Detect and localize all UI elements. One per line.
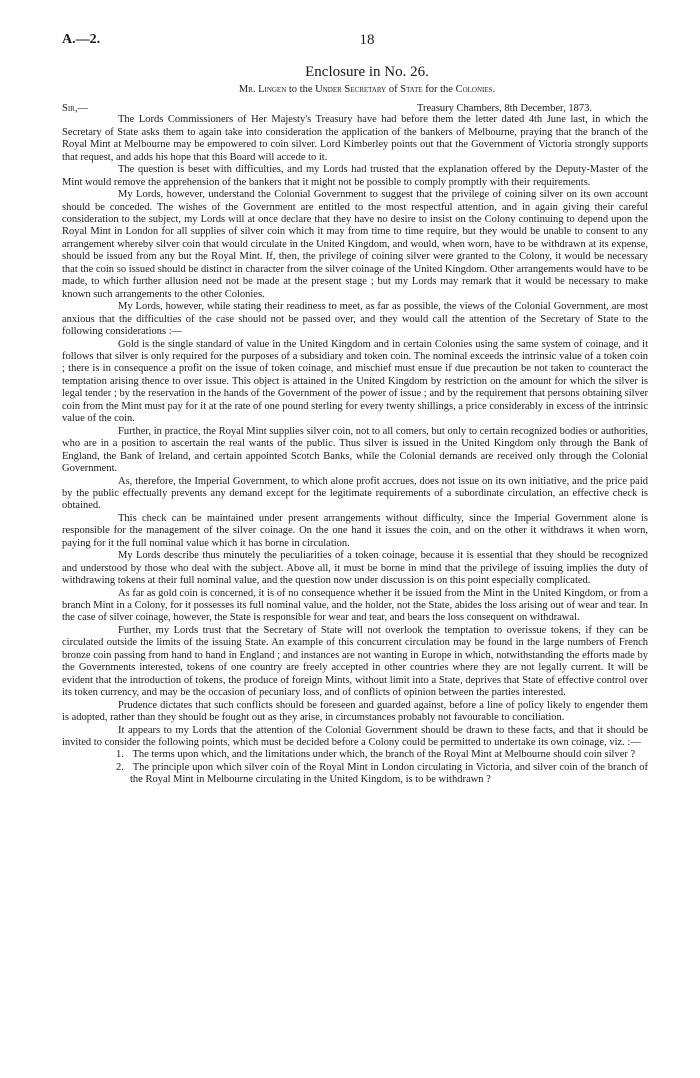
letter-heading <box>86 84 648 96</box>
list-item <box>116 749 648 761</box>
heading-state: State <box>400 84 423 96</box>
letter-body <box>62 114 649 786</box>
list-item-number: 2. <box>116 761 124 773</box>
paragraph: As far as gold coin is concerned, it is of no consequence whether it be issued from the Mint in the United Kingdom, or from a branch Mint in a Colony, for it possesses its full nominal value, and the holder, not the State, abides the loss arising out of wear and tear. In the case of silver coinage, however, the State is responsible for wear and tear, and bears the loss consequent on withdrawal. <box>62 587 648 624</box>
paragraph: My Lords, however, understand the Colonial Government to suggest that the privilege of coining silver on its own account should be conceded. The wishes of the Government are entitled to the most respectful attention, and in again giving their careful consideration to the subject, my Lords will at once declare that they have no desire to insist on the Colony continuing to depend upon the Royal Mint in London for all supplies of silver coin which it may from time to time require, but they would be unable to consent to any arrangement whereby silver coin that would circulate in the United Kingdom, and would, when worn, have to be withdrawn at its expense, should be issued from any but the Royal Mint. If, then, the privilege of coining silver were granted to the Colony, it would be necessary that the coin so issued should be distinct in character from the silver coinage of the United Kingdom. Other arrangements would have to be made, to which further allusion need not be made at the present stage ; but my Lords may remark that it would be necessary to make known such arrangements to the other Colonies. <box>62 189 648 300</box>
paragraph: My Lords, however, while stating their readiness to meet, as far as possible, the views of the Colonial Government, are most anxious that the difficulties of the case should not be passed over, and they would call the attention of the Secretary of State to the following considerations :— <box>62 301 648 338</box>
list-item-text: The terms upon which, and the limitations under which, the branch of the Royal Mint at Melbourne should coin silver ? <box>132 749 636 761</box>
heading-of-word: of <box>388 84 398 96</box>
paragraph: The question is beset with difficulties, and my Lords had trusted that the explanation offered by the Deputy-Master of the Mint would remove the apprehension of the bankers that it might not be possible to comply promptly with their requirements. <box>62 164 648 188</box>
letter-sender: Mr. Lingen <box>238 84 287 96</box>
letter-address-date: Treasury Chambers, 8th December, 1873. <box>416 102 592 114</box>
list-item-number: 1. <box>116 749 124 761</box>
document-reference: A.—2. <box>62 32 101 47</box>
page-header <box>62 32 648 62</box>
heading-to-word: to the <box>288 84 313 96</box>
paragraph: My Lords describe thus minutely the peculiarities of a token coinage, because it is essential that they should be recognized and understood by those who deal with the subject. Above all, it must be borne in mind that the privilege of issuing implies the duty of withdrawing tokens at their full nominal value, and the question now under discussion is on this point especially complicated. <box>62 550 648 587</box>
page-number: 18 <box>359 32 375 48</box>
paragraph: As, therefore, the Imperial Government, to which alone profit accrues, does not issue on its own initiative, and the price paid by the public effectually prevents any demand except for the legitimate requirements of a subordinate circulation, an effective check is obtained. <box>62 475 648 512</box>
paragraph: Further, in practice, the Royal Mint supplies silver coin, not to all comers, but only to certain recognized bodies or authorities, who are in a position to ascertain the real wants of the public. Thus silver is issued in the United Kingdom only through the Bank of England, the Bank of Ireland, and certain appointed Scotch Banks, while the Colonial demands are received only through the Colonial Government. <box>62 425 648 475</box>
enclosure-title: Enclosure in No. 26. <box>305 64 429 80</box>
heading-colonies: Colonies. <box>455 84 496 96</box>
paragraph: The Lords Commissioners of Her Majesty's Treasury have had before them the letter dated 4th June last, in which the Secretary of State asks them to again take into consideration the application of the bankers of Melbourne, praying that the branch of the Royal Mint at Melbourne may be empowered to coin silver. Lord Kimberley points out that the Government of Victoria strongly supports that request, and adds his hope that this Board will accede to it. <box>62 114 648 163</box>
letter-recipient: Under Secretary <box>315 84 387 96</box>
list-item-text: The principle upon which silver coin of the Royal Mint in London circulating in Victoria, and silver coin of the branch of the Royal Mint in Melbourne circulating in the United Kingdom, is to be withdrawn ? <box>130 761 649 786</box>
heading-for-the: for the <box>425 84 453 96</box>
paragraph: It appears to my Lords that the attention of the Colonial Government should be drawn to these facts, and that it should be invited to consider the following points, which must be decided before a Colony could be permitted to undertake its own coinage, viz. :— <box>62 724 648 749</box>
paragraph: This check can be maintained under present arrangements without difficulty, since the Imperial Government alone is responsible for the management of the silver coinage. On the one hand it issues the coin, and on the other it withdraws it when worn, paying for it the full nominal value which it has borne in circulation. <box>62 512 648 549</box>
salutation: Sir,— <box>62 102 88 114</box>
list-item <box>116 762 648 787</box>
paragraph: Prudence dictates that such conflicts should be foreseen and guarded against, before a line of policy likely to engender them is adopted, rather than they should be fought out as they arise, in circumstances probably not favourable to conciliation. <box>62 699 648 724</box>
paragraph: Further, my Lords trust that the Secretary of State will not overlook the temptation to overissue tokens, if they can be circulated outside the limits of the issuing State. An example of this concurrent circulation may be found in the large numbers of French bronze coin passing from hand to hand in England ; and instances are not wanting in Europe in which, notwithstanding the efforts made by the Governments interested, tokens of one country are freely accepted in other countries where they are not legally current. It will be evident that the introduction of tokens, the produce of foreign Mints, without limit into a State, deprives that State of effective control over its token currency, and may be the occasion of pecuniary loss, and of conflicts of opinion between the parties interested. <box>62 624 648 699</box>
paragraph: Gold is the single standard of value in the United Kingdom and in certain Colonies using the same system of coinage, and it follows that silver is only required for the purposes of a subsidiary and token coin. The nominal exceeds the intrinsic value of a token coin ; there is in consequence a profit on the issue of token coinage, and mischief must ensue if due precaution be not taken to counteract the temptation arising thence to over issue. This object is attained in the United Kingdom by restriction on the amount for which the silver is legal tender ; by the reservation in the hands of the Government of the power of issue ; and by the requirement that persons obtaining silver coin from the Mint must pay for it at the rate of one pound sterling for every twenty shillings, a price considerably in excess of the intrinsic value of the coin. <box>62 338 648 425</box>
points-list <box>86 749 648 786</box>
